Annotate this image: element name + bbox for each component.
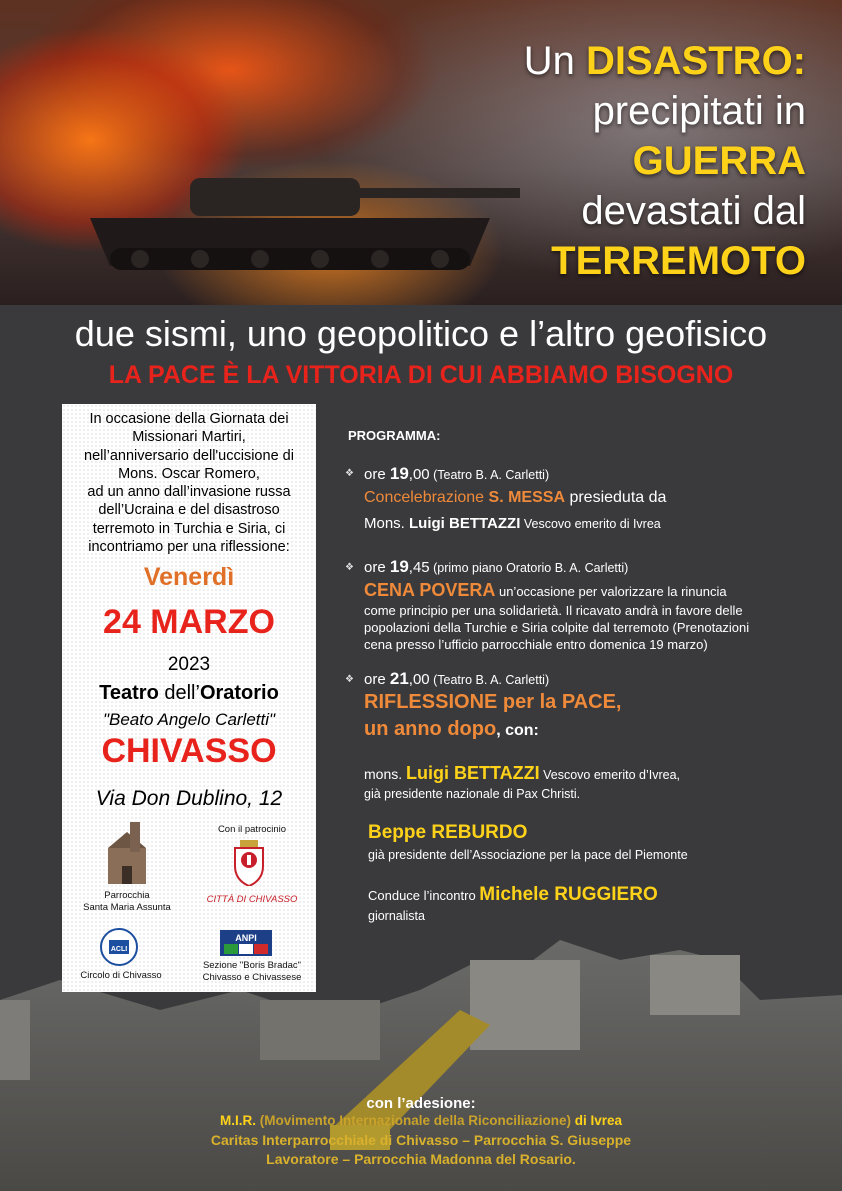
anpi-logo-icon <box>220 930 272 956</box>
event-day: Venerdì <box>143 563 235 591</box>
guest-bettazzi-role: già presidente nazionale di Pax Christi. <box>364 787 581 801</box>
program-item-3-subtitle: un anno dopo, con: <box>364 718 539 740</box>
intro-line: nell’anniversario dell'uccisione di <box>84 447 294 464</box>
intro-line: Mons. Oscar Romero, <box>118 465 260 482</box>
program-item-1-time: ore 19,00 (Teatro B. A. Carletti) <box>364 464 550 483</box>
church-icon <box>104 822 150 884</box>
parrocchia-label: Parrocchia Santa Maria Assunta <box>83 890 171 913</box>
program-item-2-title: CENA POVERA un’occasione per valorizzare la rinuncia <box>364 580 727 600</box>
program-item-2-desc: cena presso l’ufficio parrocchiale entro domenica 19 marzo) <box>364 637 708 652</box>
diamond-bullet-icon: ❖ <box>345 562 354 573</box>
event-date: 24 MARZO <box>103 603 275 641</box>
subtitle: due sismi, uno geopolitico e l’altro geofisico <box>74 313 768 354</box>
intro-line: Missionari Martiri, <box>132 429 246 446</box>
diamond-bullet-icon: ❖ <box>345 468 354 479</box>
event-venue: Teatro dell’Oratorio <box>99 682 279 704</box>
slogan: LA PACE È LA VITTORIA DI CUI ABBIAMO BISOGNO <box>108 361 734 389</box>
intro-line: terremoto in Turchia e Siria, ci <box>92 520 286 537</box>
program-heading: PROGRAMMA: <box>348 428 441 443</box>
program-item-2-desc: come principio per una solidarietà. Il ricavato andrà in favore delle <box>364 603 743 618</box>
footer-caritas: Caritas Interparrocchiale di Chivasso – Parrocchia S. Giuseppe <box>210 1132 632 1148</box>
event-year: 2023 <box>167 654 211 675</box>
citta-label: CITTÀ DI CHIVASSO <box>206 894 298 905</box>
program-item-3-title: RIFLESSIONE per la PACE, <box>364 691 622 713</box>
event-address: Via Don Dublino, 12 <box>95 787 283 810</box>
hero-war-image <box>0 0 842 305</box>
tank-silhouette <box>50 148 520 288</box>
intro-line: incontriamo per una riflessione: <box>88 539 290 556</box>
moderator-role: giornalista <box>368 909 425 923</box>
program-item-2-desc: popolazioni della Turchie e Siria colpite dal terremoto (Prenotazioni <box>364 620 750 635</box>
acli-logo-icon <box>100 928 138 966</box>
city-coat-of-arms-icon <box>232 840 266 886</box>
intro-text <box>66 410 312 556</box>
guest-reburdo-role: già presidente dell’Associazione per la pace del Piemonte <box>368 848 688 862</box>
intro-line: ad un anno dall’invasione russa <box>87 484 291 501</box>
venue-name: "Beato Angelo Carletti" <box>102 710 276 729</box>
program-item-1-title: Concelebrazione S. MESSA presieduta da <box>364 489 667 506</box>
guest-bettazzi: mons. Luigi BETTAZZI Vescovo emerito d’Ivrea, <box>364 763 681 783</box>
footer-mir: M.I.R. (Movimento Internazionale della Riconciliazione) di Ivrea <box>219 1113 623 1128</box>
intro-line: In occasione della Giornata dei <box>89 411 289 427</box>
guest-reburdo: Beppe REBURDO <box>368 822 528 843</box>
program-item-1-celebrant: Mons. Luigi BETTAZZI Vescovo emerito di Ivrea <box>364 515 661 532</box>
program-item-2-time: ore 19,45 (primo piano Oratorio B. A. Carletti) <box>364 557 629 576</box>
patrocinio-label: Con il patrocinio <box>217 824 287 835</box>
anpi-logo-text: ANPI <box>235 933 257 943</box>
event-info-box <box>62 404 316 992</box>
footer-parrocchie: Lavoratore – Parrocchia Madonna del Rosario. <box>266 1151 576 1167</box>
moderator: Conduce l’incontro Michele RUGGIERO <box>368 884 658 905</box>
anpi-label: Sezione "Boris Bradac" Chivasso e Chivassese <box>202 960 302 983</box>
intro-line: dell’Ucraina e del disastroso <box>98 502 280 519</box>
acli-label: Circolo di Chivasso <box>80 970 162 981</box>
event-city: CHIVASSO <box>101 732 277 770</box>
acli-logo-text: ACLI <box>110 946 128 953</box>
program-item-3-time: ore 21,00 (Teatro B. A. Carletti) <box>364 669 550 688</box>
diamond-bullet-icon: ❖ <box>345 674 354 685</box>
footer-adesione: con l’adesione: <box>366 1095 476 1112</box>
hero-title: Un DISASTRO: precipitati in GUERRA devastati dal TERREMOTO <box>523 39 806 283</box>
